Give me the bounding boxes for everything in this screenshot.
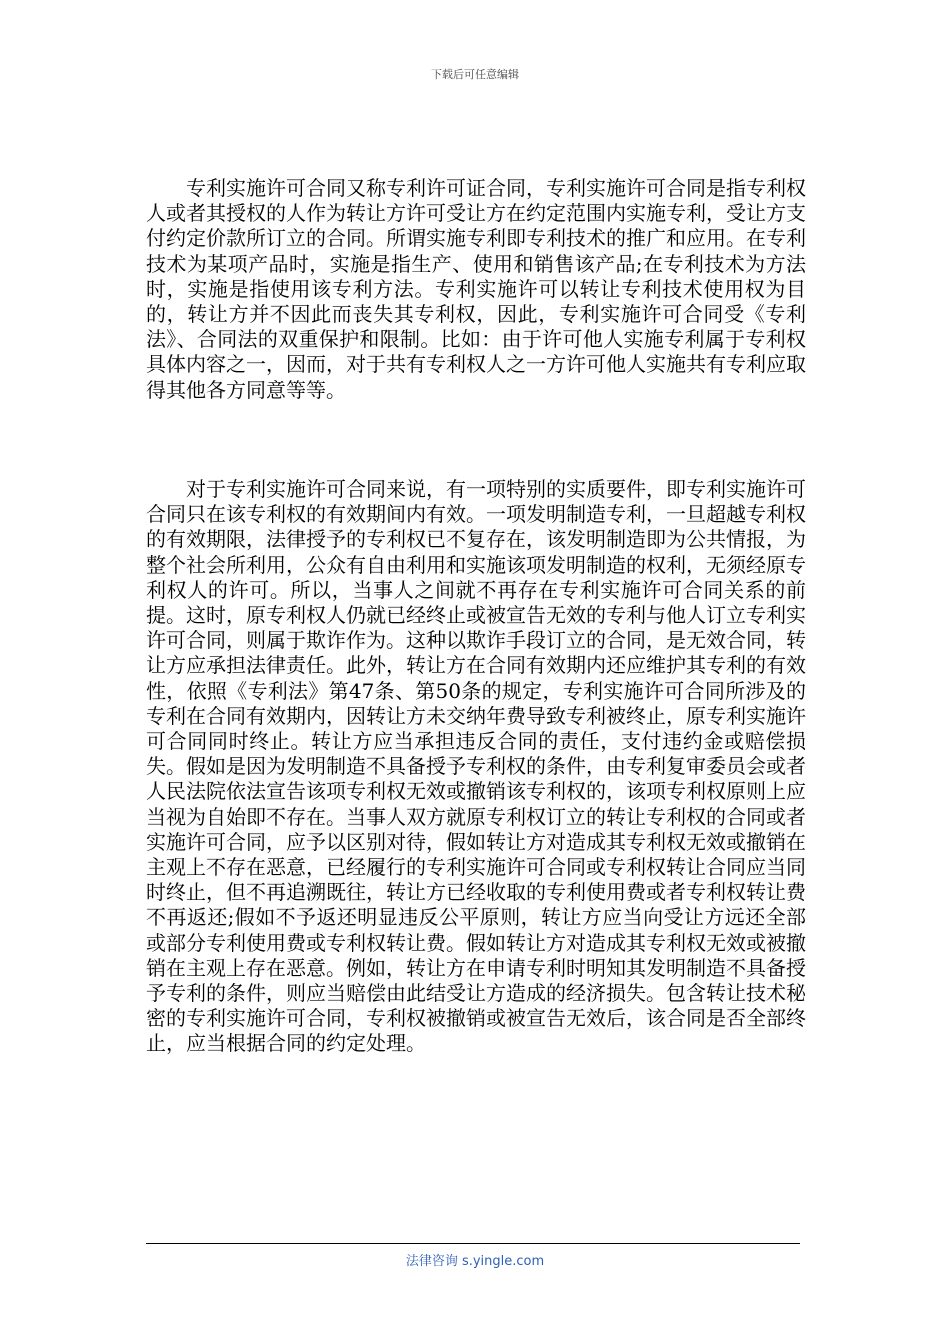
footer-divider <box>146 1243 800 1244</box>
footer-link[interactable]: 法律咨询 s.yingle.com <box>405 1254 545 1269</box>
page-header: 下载后可任意编辑 <box>431 68 519 81</box>
body-paragraph-1: 专利实施许可合同又称专利许可证合同，专利实施许可合同是指专利权人或者其授权的人作为转让方许可受让方在约定范围内实施专利，受让方支付约定价款所订立的合同。所谓实施专利即专利技术的推广和应用。在专利技术为某项产品时，实施是指生产、使用和销售该产品;在专利技术为方法时，实施是指使用该专利方法。专利实施许可以转让专利技术使用权为目的，转让方并不因此而丧失其专利权，因此，专利实施许可合同受《专利法》、合同法的双重保护和限制。比如：由于许可他人实施专利属于专利权具体内容之一，因而，对于共有专利权人之一方许可他人实施共有专利应取得其他各方同意等等。 <box>146 176 806 402</box>
body-paragraph-2: 对于专利实施许可合同来说，有一项特别的实质要件，即专利实施许可合同只在该专利权的有效期间内有效。一项发明制造专利，一旦超越专利权的有效期限，法律授予的专利权已不复存在，该发明制造即为公共情报，为整个社会所利用，公众有自由利用和实施该项发明制造的权利，无须经原专利权人的许可。所以，当事人之间就不再存在专利实施许可合同关系的前提。这时，原专利权人仍就已经终止或被宣告无效的专利与他人订立专利实许可合同，则属于欺诈作为。这种以欺诈手段订立的合同，是无效合同，转让方应承担法律责任。此外，转让方在合同有效期内还应维护其专利的有效性，依照《专利法》第47条、第50条的规定，专利实施许可合同所涉及的专利在合同有效期内，因转让方未交纳年费导致专利被终止，原专利实施许可合同同时终止。转让方应当承担违反合同的责任，支付违约金或赔偿损失。假如是因为发明制造不具备授予专利权的条件，由专利复审委员会或者人民法院依法宣告该项专利权无效或撤销该专利权的，该项专利权原则上应当视为自始即不存在。当事人双方就原专利权订立的转让专利权的合同或者实施许可合同，应予以区别对待，假如转让方对造成其专利权无效或撤销在主观上不存在恶意，已经履行的专利实施许可合同或专利权转让合同应当同时终止，但不再追溯既往，转让方已经收取的专利使用费或者专利权转让费不再返还;假如不予返还明显违反公平原则，转让方应当向受让方远还全部或部分专利使用费或专利权转让费。假如转让方对造成其专利权无效或被撤销在主观上存在恶意。例如，转让方在申请专利时明知其发明制造不具备授予专利的条件，则应当赔偿由此结受让方造成的经济损失。包含转让技术秘密的专利实施许可合同，专利权被撤销或被宣告无效后，该合同是否全部终止，应当根据合同的约定处理。 <box>146 477 806 1056</box>
